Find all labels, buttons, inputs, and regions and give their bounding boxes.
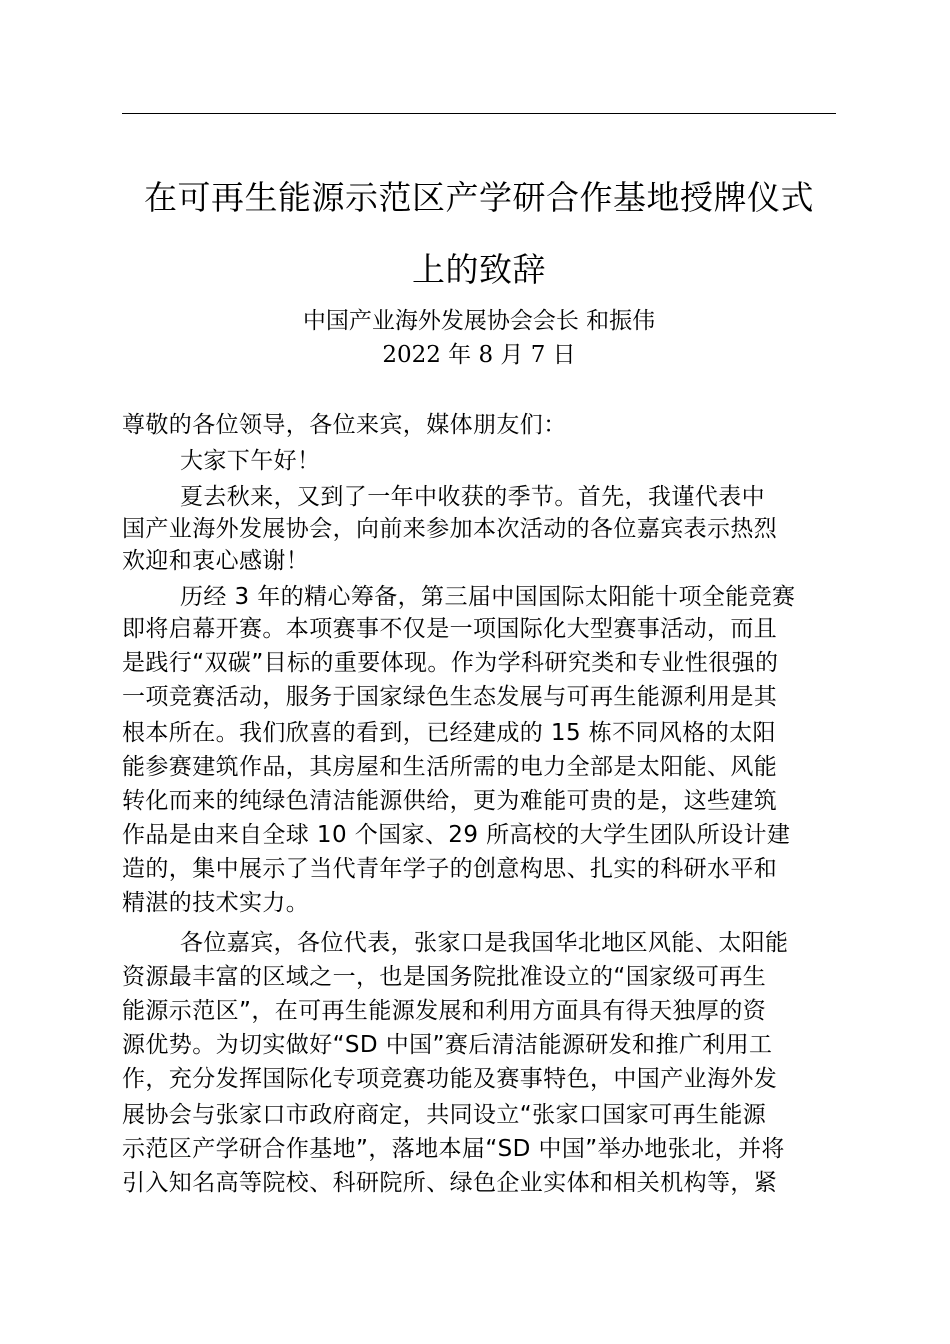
paragraph-line: 资源最丰富的区域之一，也是国务院批准设立的“国家级可再生 bbox=[122, 964, 767, 990]
paragraph-line: 是践行“双碳”目标的重要体现。作为学科研究类和专业性很强的 bbox=[122, 650, 779, 676]
paragraph-line: 示范区产学研合作基地”，落地本届“SD 中国”举办地张北，并将 bbox=[122, 1136, 785, 1162]
document-title-line-2: 上的致辞 bbox=[412, 250, 546, 289]
paragraph-line: 转化而来的纯绿色清洁能源供给，更为难能可贵的是，这些建筑 bbox=[122, 788, 778, 814]
paragraph-line: 展协会与张家口市政府商定，共同设立“张家口国家可再生能源 bbox=[122, 1102, 767, 1128]
paragraph-line: 国产业海外发展协会，向前来参加本次活动的各位嘉宾表示热烈 bbox=[122, 516, 778, 542]
author-line: 中国产业海外发展协会会长 和振伟 bbox=[302, 308, 656, 334]
paragraph-line: 作品是由来自全球 10 个国家、29 所高校的大学生团队所设计建 bbox=[122, 822, 791, 848]
date-line: 2022 年 8 月 7 日 bbox=[382, 342, 576, 368]
paragraph-line: 造的，集中展示了当代青年学子的创意构思、扎实的科研水平和 bbox=[122, 856, 778, 882]
paragraph-line: 能源示范区”，在可再生能源发展和利用方面具有得天独厚的资 bbox=[122, 998, 767, 1024]
salutation: 尊敬的各位领导，各位来宾，媒体朋友们： bbox=[122, 412, 567, 438]
paragraph-line: 作，充分发挥国际化专项竞赛功能及赛事特色，中国产业海外发 bbox=[122, 1066, 778, 1092]
paragraph-line: 精湛的技术实力。 bbox=[122, 890, 310, 916]
greeting: 大家下午好！ bbox=[180, 448, 321, 474]
paragraph-line: 一项竞赛活动，服务于国家绿色生态发展与可再生能源利用是其 bbox=[122, 684, 778, 710]
paragraph-line: 历经 3 年的精心筹备，第三届中国国际太阳能十项全能竞赛 bbox=[180, 584, 796, 610]
paragraph-line: 欢迎和衷心感谢！ bbox=[122, 548, 310, 574]
paragraph-line: 根本所在。我们欣喜的看到，已经建成的 15 栋不同风格的太阳 bbox=[122, 720, 776, 746]
paragraph-line: 各位嘉宾，各位代表，张家口是我国华北地区风能、太阳能 bbox=[180, 930, 789, 956]
header-rule bbox=[122, 113, 836, 114]
paragraph-line: 能参赛建筑作品，其房屋和生活所需的电力全部是太阳能、风能 bbox=[122, 754, 778, 780]
paragraph-line: 即将启幕开赛。本项赛事不仅是一项国际化大型赛事活动，而且 bbox=[122, 616, 778, 642]
paragraph-line: 引入知名高等院校、科研院所、绿色企业实体和相关机构等，紧 bbox=[122, 1170, 778, 1196]
paragraph-line: 源优势。为切实做好“SD 中国”赛后清洁能源研发和推广利用工 bbox=[122, 1032, 773, 1058]
paragraph-line: 夏去秋来，又到了一年中收获的季节。首先，我谨代表中 bbox=[180, 484, 765, 510]
document-title-line-1: 在可再生能源示范区产学研合作基地授牌仪式 bbox=[144, 178, 814, 217]
